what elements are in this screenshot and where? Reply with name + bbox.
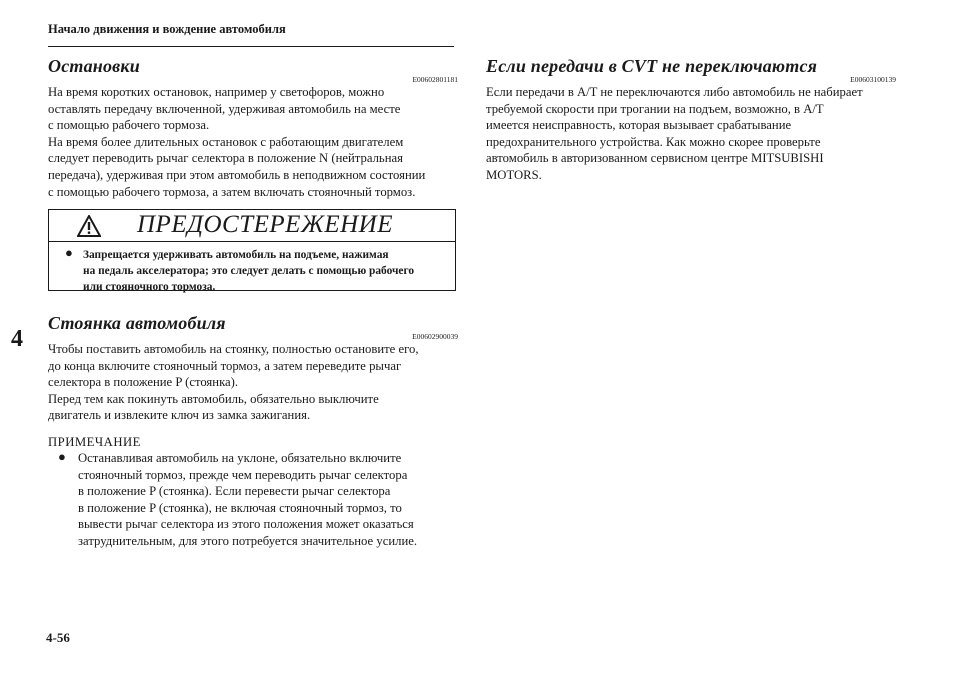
bullet-icon: ● bbox=[58, 449, 66, 464]
paragraph-line: Если передачи в A/T не переключаются либо автомобиль не набирает bbox=[486, 85, 863, 99]
paragraph-line: селектора в положение P (стоянка). bbox=[48, 375, 239, 390]
chapter-tab bbox=[0, 316, 30, 362]
note-line: вывести рычаг селектора из этого положения может оказаться bbox=[78, 517, 414, 532]
note-block bbox=[48, 435, 458, 550]
paragraph-line: На время коротких остановок, например у светофоров, можно bbox=[48, 85, 385, 99]
bullet-icon: ● bbox=[65, 245, 73, 260]
paragraph-line: MOTORS. bbox=[486, 167, 542, 182]
page-number: 4-56 bbox=[46, 630, 70, 645]
section-code-stops: E00602801181 bbox=[412, 75, 458, 84]
paragraph-line: двигатель и извлеките ключ из замка зажигания. bbox=[48, 408, 311, 423]
paragraph-line: до конца включите стояночный тормоз, а затем переведите рычаг bbox=[48, 358, 402, 373]
section-cvt bbox=[486, 56, 896, 184]
section-title-parking: Стоянка автомобиля bbox=[48, 313, 226, 333]
paragraph-line: автомобиль в авторизованном сервисном центре MITSUBISHI bbox=[486, 151, 824, 166]
paragraph-line: с помощью рабочего тормоза. bbox=[48, 118, 210, 133]
paragraph-line: На время более длительных остановок с работающим двигателем bbox=[48, 134, 404, 149]
paragraph-line: с помощью рабочего тормоза, а затем включать стояночный тормоз. bbox=[48, 184, 416, 199]
warning-header bbox=[49, 210, 455, 242]
header-divider bbox=[48, 46, 454, 47]
paragraph-line: Чтобы поставить автомобиль на стоянку, полностью остановите его, bbox=[48, 342, 419, 356]
note-line: затруднительным, для этого потребуется значительное усилие. bbox=[78, 533, 418, 548]
warning-line: или стояночного тормоза. bbox=[83, 281, 216, 293]
paragraph-line: требуемой скорости при трогании на подъем, возможно, в A/T bbox=[486, 101, 824, 116]
note-line: в положение P (стоянка). Если перевести рычаг селектора bbox=[78, 484, 391, 499]
note-title: ПРИМЕЧАНИЕ bbox=[48, 435, 141, 449]
note-text bbox=[48, 450, 458, 550]
chapter-header: Начало движения и вождение автомобиля bbox=[48, 22, 286, 36]
note-line: Останавливая автомобиль на уклоне, обязательно включите bbox=[78, 451, 402, 465]
warning-title: ПРЕДОСТЕРЕЖЕНИЕ bbox=[137, 211, 393, 238]
section-title-cvt: Если передачи в CVT не переключаются bbox=[486, 56, 818, 76]
note-line: стояночный тормоз, прежде чем переводить рычаг селектора bbox=[78, 467, 408, 482]
chapter-tab-number: 4 bbox=[11, 326, 23, 352]
paragraph-line: Перед тем как покинуть автомобиль, обязательно выключите bbox=[48, 391, 379, 406]
warning-box bbox=[48, 209, 456, 291]
note-line: в положение P (стоянка), не включая стояночный тормоз, то bbox=[78, 500, 402, 515]
paragraph-line: следует переводить рычаг селектора в положение N (нейтральная bbox=[48, 151, 403, 166]
section-code-parking: E00602900039 bbox=[412, 332, 458, 341]
section-title-stops: Остановки bbox=[48, 56, 140, 76]
warning-line: на педаль акселератора; это следует делать с помощью рабочего bbox=[83, 265, 415, 277]
warning-triangle-icon bbox=[77, 215, 101, 237]
warning-line: Запрещается удерживать автомобиль на подъеме, нажимая bbox=[83, 249, 389, 261]
section-parking bbox=[48, 313, 458, 424]
paragraph-line: оставлять передачу включенной, удерживая автомобиль на месте bbox=[48, 101, 401, 116]
paragraph-line: имеется неисправность, которая вызывает срабатывание bbox=[486, 118, 792, 133]
section-code-cvt: E00603100139 bbox=[850, 75, 896, 84]
paragraph-line: предохранительного устройства. Как можно скорее проверьте bbox=[486, 134, 821, 149]
paragraph-line: передача), удерживая при этом автомобиль в неподвижном состоянии bbox=[48, 167, 426, 182]
warning-text bbox=[49, 242, 455, 295]
section-stops bbox=[48, 56, 458, 200]
